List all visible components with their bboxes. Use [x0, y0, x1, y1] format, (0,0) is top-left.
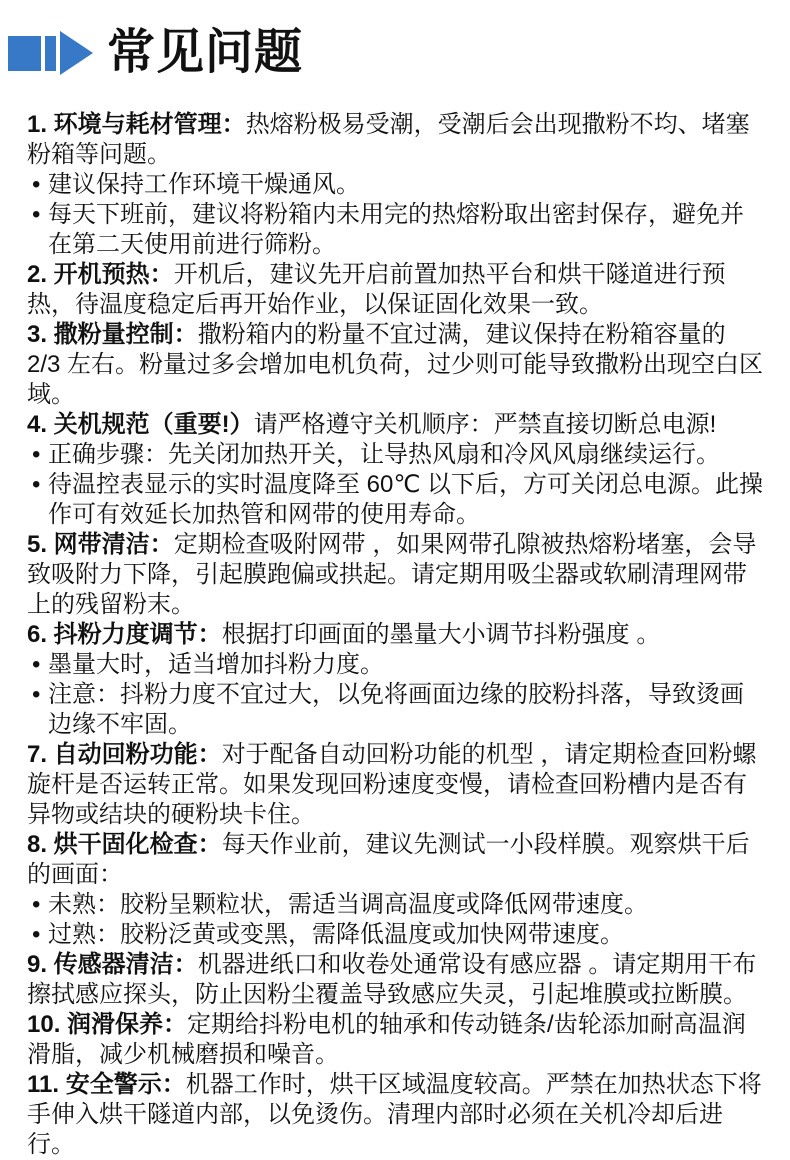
arrow-bullets-icon [8, 30, 93, 76]
page-header [8, 22, 790, 84]
arrow-triangle-icon [60, 31, 93, 75]
list-item [27, 470, 765, 530]
section-paragraph [27, 830, 765, 890]
section-paragraph [27, 740, 765, 830]
faq-section [27, 620, 765, 740]
section-heading: 5. 网带清洁： [27, 531, 174, 558]
section-paragraph [27, 530, 765, 620]
faq-section [27, 320, 765, 410]
list-item [27, 920, 765, 950]
bullet-text: 墨量大时，适当增加抖粉力度。 [48, 651, 384, 678]
faq-section [27, 830, 765, 950]
section-heading: 6. 抖粉力度调节： [27, 621, 222, 648]
bullet-icon: • [32, 201, 41, 228]
bullet-list [27, 440, 765, 530]
section-paragraph [27, 110, 765, 170]
faq-list [27, 110, 765, 1160]
section-heading: 7. 自动回粉功能： [27, 741, 222, 768]
bullet-icon: • [32, 171, 41, 198]
list-item [27, 680, 765, 740]
bullet-icon: • [32, 441, 41, 468]
section-body: 机器进纸口和收卷处通常设有感应器 。请定期用干布擦拭感应探头，防止因粉尘覆盖导致感应失灵，引起堆膜或拉断膜。 [27, 951, 757, 1008]
list-item [27, 200, 765, 260]
section-body: 对于配备自动回粉功能的机型 ，请定期检查回粉螺旋杆是否运转正常。如果发现回粉速度变慢，请检查回粉槽内是否有异物或结块的硬粉块卡住。 [27, 741, 757, 828]
faq-section [27, 410, 765, 530]
section-heading: 2. 开机预热： [27, 261, 174, 288]
faq-section [27, 260, 765, 320]
bullet-icon: • [32, 891, 41, 918]
bullet-list [27, 650, 765, 740]
section-paragraph [27, 620, 765, 650]
bullet-text: 过熟：胶粉泛黄或变黑，需降低温度或加快网带速度。 [48, 921, 624, 948]
page-title: 常见问题 [107, 26, 304, 79]
section-paragraph [27, 260, 765, 320]
arrow-bar-icon [45, 36, 56, 71]
bullet-icon: • [32, 921, 41, 948]
bullet-list [27, 890, 765, 950]
section-body: 每天作业前，建议先测试一小段样膜。观察烘干后的画面： [27, 831, 750, 888]
section-body: 定期检查吸附网带 ，如果网带孔隙被热熔粉堵塞，会导致吸附力下降，引起膜跑偏或拱起。请定期用吸尘器或软刷清理网带上的残留粉末。 [27, 531, 757, 618]
bullet-text: 每天下班前，建议将粉箱内未用完的热熔粉取出密封保存，避免并在第二天使用前进行筛粉。 [48, 201, 744, 258]
list-item [27, 650, 765, 680]
bullet-icon: • [32, 681, 41, 708]
section-paragraph [27, 320, 765, 410]
faq-section [27, 1010, 765, 1070]
arrow-square-icon [8, 36, 41, 71]
section-heading: 9. 传感器清洁： [27, 951, 198, 978]
section-body: 开机后，建议先开启前置加热平台和烘干隧道进行预热，待温度稳定后再开始作业，以保证固化效果一致。 [27, 261, 726, 318]
list-item [27, 440, 765, 470]
bullet-text: 未熟：胶粉呈颗粒状，需适当调高温度或降低网带速度。 [48, 891, 648, 918]
section-heading: 1. 环境与耗材管理： [27, 111, 246, 138]
section-body: 根据打印画面的墨量大小调节抖粉强度 。 [221, 621, 661, 648]
faq-section [27, 740, 765, 830]
faq-section [27, 530, 765, 620]
section-body: 撒粉箱内的粉量不宜过满，建议保持在粉箱容量的 2/3 左右。粉量过多会增加电机负荷，过少则可能导致撒粉出现空白区域。 [27, 321, 764, 408]
section-heading: 11. 安全警示： [27, 1071, 186, 1098]
section-paragraph [27, 950, 765, 1010]
list-item [27, 170, 765, 200]
section-paragraph [27, 1010, 765, 1070]
section-body: 请严格遵守关机顺序：严禁直接切断总电源! [253, 411, 717, 438]
bullet-icon: • [32, 471, 41, 498]
bullet-text: 建议保持工作环境干燥通风。 [48, 171, 360, 198]
section-heading: 8. 烘干固化检查： [27, 831, 222, 858]
list-item [27, 890, 765, 920]
bullet-text: 待温控表显示的实时温度降至 60℃ 以下后，方可关闭总电源。此操作可有效延长加热管和网带的使用寿命。 [48, 471, 763, 528]
section-body: 机器工作时，烘干区域温度较高。严禁在加热状态下将手伸入烘干隧道内部，以免烫伤。清理内部时必须在关机冷却后进行。 [27, 1071, 762, 1158]
faq-section [27, 950, 765, 1010]
bullet-icon: • [32, 651, 41, 678]
section-heading: 4. 关机规范（重要!） [27, 411, 254, 438]
section-heading: 3. 撒粉量控制： [27, 321, 198, 348]
section-paragraph [27, 1070, 765, 1160]
faq-section [27, 1070, 765, 1160]
faq-section [27, 110, 765, 260]
section-body: 热熔粉极易受潮，受潮后会出现撒粉不均、堵塞粉箱等问题。 [27, 111, 750, 168]
section-body: 定期给抖粉电机的轴承和传动链条/齿轮添加耐高温润滑脂，减少机械磨损和噪音。 [27, 1011, 746, 1068]
section-paragraph [27, 410, 765, 440]
bullet-text: 注意：抖粉力度不宜过大，以免将画面边缘的胶粉抖落，导致烫画边缘不牢固。 [48, 681, 744, 738]
section-heading: 10. 润滑保养： [27, 1011, 188, 1038]
bullet-list [27, 170, 765, 260]
bullet-text: 正确步骤：先关闭加热开关，让导热风扇和冷风风扇继续运行。 [48, 441, 720, 468]
